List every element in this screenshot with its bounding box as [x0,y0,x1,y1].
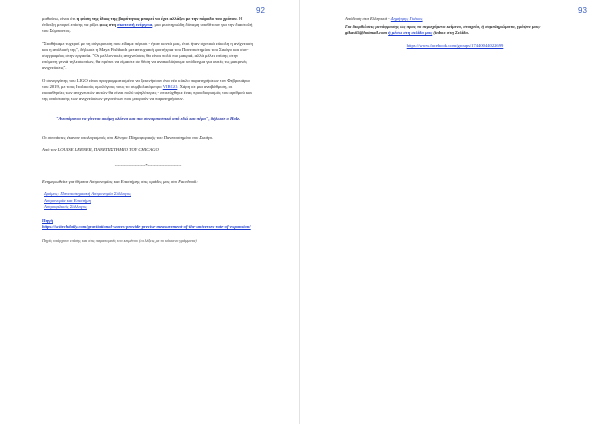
paragraph-ligo-virgo: Ο συνεργάτης του LIGO είναι προγραμματισμένο να ξεκινήσουν ένα νέο κύκλο παρατηρήσεων τον Φεβρουάριο του 2019, με τους Ιταλικούς ομολόγους τους το συμβολαιόμετρο VIRGO. Χάρη σε μια αναβάθμιση, οι ευαισθησίες των ανιχνευτών αυτών θα είναι πολύ υψηλότερες - επιτεύχθηκε ένας προσδιορισμός του αριθμού και της απόστασης των ανιχνεύσεων γεγονότων που μπορούν να παρατηρήσουν. [42,77,252,102]
corrections-contact: Για διορθώσεις μετάφρασης ως προς το περιεχόμενο κείμενο, στοιχεία, ή συμπληρώματα, γράψτε μας: gikas65@hotmail.com ή μέσω στη σελίδα μας (inbox στη Σελίδα. [345,24,541,36]
source-label[interactable]: Πηγή [42,218,53,224]
left-page-content [42,16,254,251]
facebook-url-link[interactable]: https://www.facebook.com/groups/17440044022699 [406,42,504,48]
separator: --------------------*---------------------- [114,163,182,169]
group-link-3[interactable]: Αστροφιλικός Σύλλογος [44,203,87,209]
follow-text: Ενημερωθείτε για θέματα Αστρονομίας και Επιστήμης στις ομάδες μας στο Facebook: [42,179,198,185]
page-number-right: 93 [578,6,587,15]
dark-energy-link[interactable]: σκοτεινή ενέργεια [117,22,153,28]
right-page [300,0,600,424]
facebook-groups-list [42,191,254,210]
right-page-content [345,16,565,55]
footer-note: Πηγές υπάρχουν επίσης και στις παραπομπές του κειμένου (οι λέξεις με το κόκκινο γράμματα) [42,238,197,244]
group-link-2[interactable]: Αστρονομία και Επιστήμη [44,197,91,203]
paragraph-gravity: μαθαίνω, είναι ότι η φύση της ίδιας της βαρύτητας μπορεί να έχει αλλάξει με την πάροδο του χρόνου. Η ένδειξη μπορεί επίσης να ρίξει φως στη σκοτεινή ενέργεια, μια μυστηριώδη δύναμη υποθέτουν για την διαστολή του Σύμπαντος. [42,16,253,34]
virgo-link[interactable]: VIRGO [162,83,178,89]
author-line: Από τον LOUISE LERNER, ΠΑΝΕΠΙΣΤΗΜΙΟ ΤΟΥ CHICAGO [42,146,159,152]
source-url-link[interactable]: https://scitechdaily.com/gravitational-waves-provide-precise-measurement-of-the-universes-rate-of-expansion/ [42,224,251,230]
translation-credit: Απόδοση στα Ελληνικά - Δημήτρης Γκέκας [345,16,423,21]
paragraph-fishbach-quote: "Σταθήκαμε τυχεροί με τη σύγκρουση που είδαμε πέρυσι - ήταν κοντά μας, έτσι ήταν σχετικά εύκολη η ανίχνευση και η ανάλυσή της", δήλωσε η Maya Fishbach μεταπτυχιακή φοιτήτρια του Πανεπιστημίου του Σικάγο και συν-συγγραφέας στην εργασία. "Οι μελλοντικές ανιχνεύσεις θα είναι πολύ πιο μακριά, αλλά μέλει επίσης στην επόμενη γενιά τηλεσκοπίων, θα πρέπει να είμαστε σε θέση να ανακαλύψουμε υπόδειγμα για αυτές τις μακρινές ανιχνεύσεις". [42,40,253,71]
paragraph-computing-center: Οι συντάκτες έκαναν υπολογισμούς στο Κέντρο Πληροφορικής του Πανεπιστημίου του Σικάγο. [42,134,214,140]
page-number-left: 92 [256,6,265,15]
source-block [42,218,254,230]
translator-link[interactable]: Δημήτρης Γκέκας [390,16,423,21]
group-link-1[interactable]: Δρόμος: Πανεπιστημιακή Αστρονομία Σύλλογος [44,191,132,197]
contact-email: gikas65@hotmail.com [345,30,387,36]
facebook-url-block [345,43,565,49]
holz-quote: "Ανυπόμονοι να γίνεται ακόμη ολόενα και πιο συναρπαστικό από εδώ και πέρα", δήλωσε ο Holz. [55,116,241,122]
page-link[interactable]: ή μέσω στη σελίδα μας [388,30,433,36]
